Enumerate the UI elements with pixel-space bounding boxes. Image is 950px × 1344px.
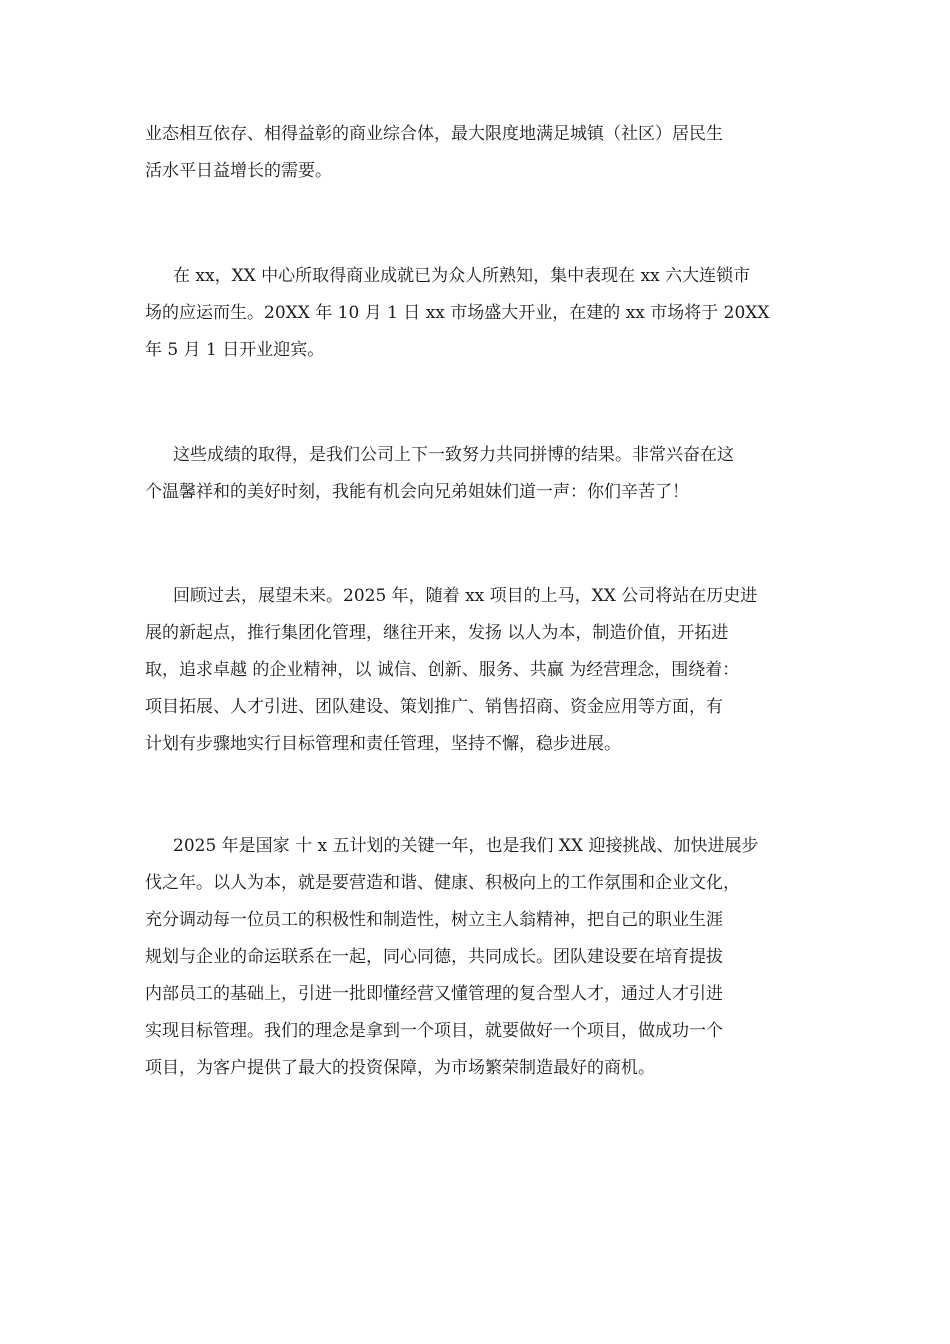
- text-line: 充分调动每一位员工的积极性和制造性，树立主人翁精神，把自己的职业生涯: [145, 910, 723, 930]
- text-line-with-indent: [145, 258, 825, 295]
- text-line: 回顾过去，展望未来。2025 年，随着 xx 项目的上马，XX 公司将站在历史进: [173, 586, 758, 606]
- text-line: 规划与企业的命运联系在一起，同心同德，共同成长。团队建设要在培育提拔: [145, 947, 723, 967]
- text-line-with-indent: [145, 828, 825, 865]
- text-line: 项目拓展、人才引进、团队建设、策划推广、销售招商、资金应用等方面，有: [145, 697, 723, 717]
- text-line: 项目，为客户提供了最大的投资保障，为市场繁荣制造最好的商机。: [145, 1058, 655, 1078]
- text-line: 实现目标管理。我们的理念是拿到一个项目，就要做好一个项目，做成功一个: [145, 1021, 723, 1041]
- paragraph-gratitude: [145, 437, 825, 511]
- paragraph-commercial-complex: [145, 116, 825, 190]
- text-line: 年 5 月 1 日开业迎宾。: [145, 340, 325, 360]
- text-line: 业态相互依存、相得益彰的商业综合体，最大限度地满足城镇（社区）居民生: [145, 124, 723, 144]
- text-line: 展的新起点，推行集团化管理，继往开来，发扬 以人为本，制造价值，开拓进: [145, 623, 729, 643]
- text-line: 这些成绩的取得，是我们公司上下一致努力共同拼博的结果。非常兴奋在这: [173, 445, 734, 465]
- text-line: 2025 年是国家 十 x 五计划的关键一年，也是我们 XX 迎接挑战、加快进展步: [173, 836, 759, 856]
- text-line-with-indent: [145, 437, 825, 474]
- paragraph-achievements: [145, 258, 825, 369]
- text-line: 在 xx，XX 中心所取得商业成就已为众人所熟知，集中表现在 xx 六大连锁市: [173, 266, 751, 286]
- text-line: 计划有步骤地实行目标管理和责任管理，坚持不懈，稳步进展。: [145, 734, 621, 754]
- text-line: 活水平日益增长的需要。: [145, 161, 332, 181]
- text-line-with-indent: [145, 578, 825, 615]
- text-line: 内部员工的基础上，引进一批即懂经营又懂管理的复合型人才，通过人才引进: [145, 984, 723, 1004]
- text-line: 取，追求卓越 的企业精神，以 诚信、创新、服务、共赢 为经营理念，围绕着：: [145, 660, 740, 680]
- paragraph-outlook: [145, 578, 825, 763]
- text-line: 场的应运而生。20XX 年 10 月 1 日 xx 市场盛大开业，在建的 xx 市场将于 20XX: [145, 303, 770, 323]
- paragraph-plan-2025: [145, 828, 825, 1087]
- text-line: 伐之年。以人为本，就是要营造和谐、健康、积极向上的工作氛围和企业文化，: [145, 873, 740, 893]
- text-line: 个温馨祥和的美好时刻，我能有机会向兄弟姐妹们道一声：你们辛苦了！: [145, 482, 689, 502]
